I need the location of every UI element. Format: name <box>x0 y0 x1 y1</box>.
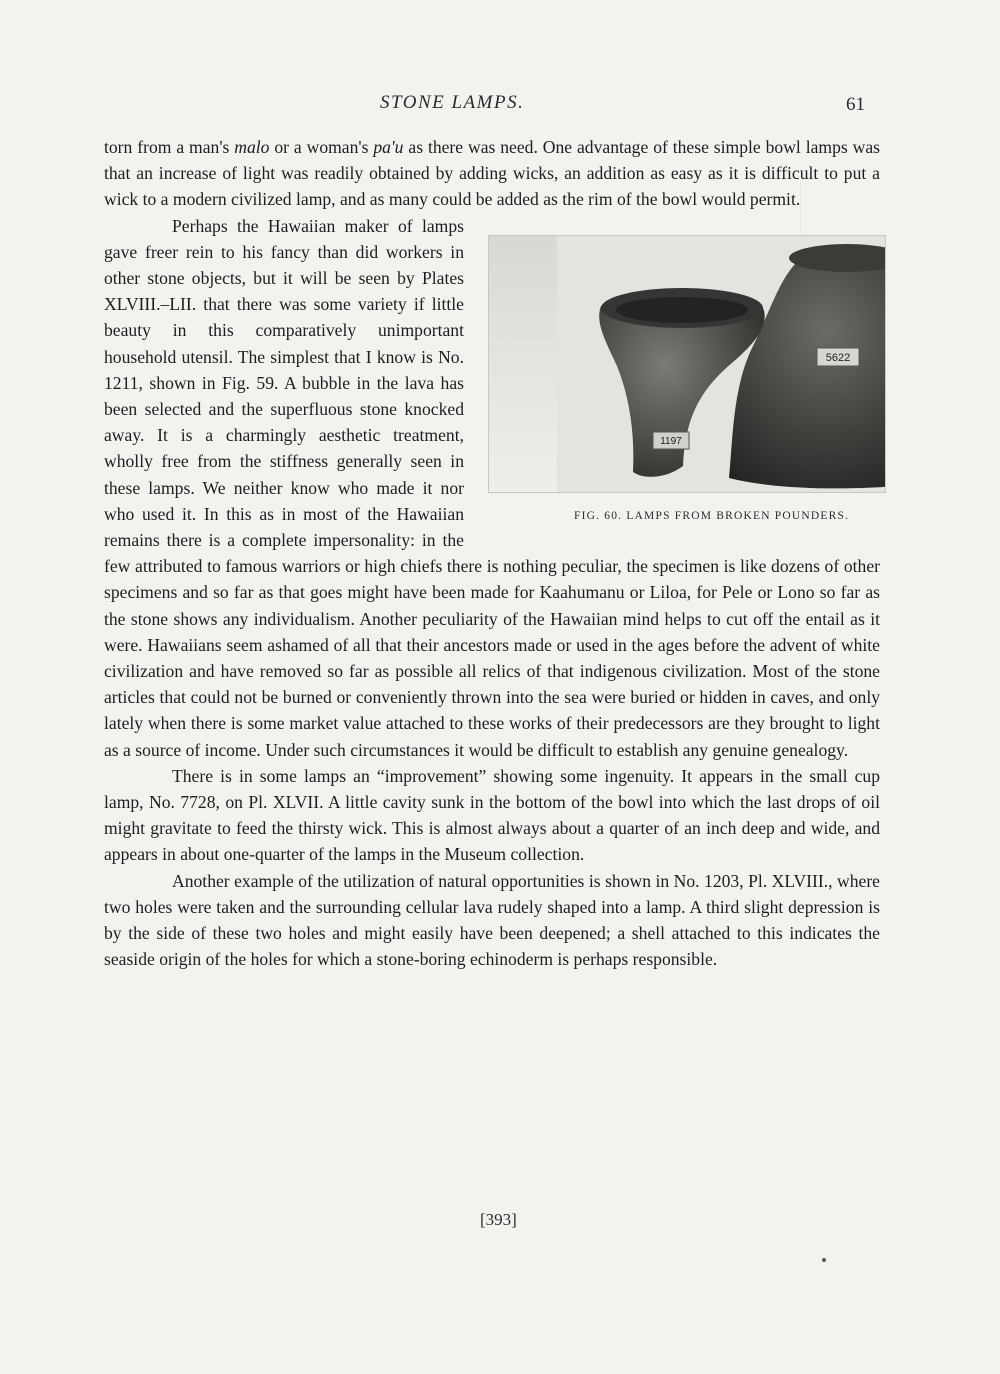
body-text <box>104 134 880 973</box>
paragraph-1 <box>104 134 880 213</box>
print-speck <box>822 1258 826 1262</box>
label-1197: 1197 <box>660 435 682 447</box>
term-malo: malo <box>234 137 270 157</box>
figure-caption: FIG. 60. LAMPS FROM BROKEN POUNDERS. <box>574 509 850 522</box>
page-number: 61 <box>846 94 865 115</box>
footer-page-number: [393] <box>480 1210 517 1229</box>
left-lamp-cavity <box>616 297 748 323</box>
label-5622: 5622 <box>825 351 851 364</box>
paragraph-1-start: torn from a man's <box>104 137 235 157</box>
paragraph-1-end: as there was need. One advantage of these simple bowl lamps was that an increase of light was readily obtained by adding wicks, an addition as easy as it is difficult to put a wick to a modern civilized lamp, and as many could be added as the rim of the bowl would permit. <box>104 137 880 210</box>
paragraph-2-text: Perhaps the Hawaiian maker of lamps gave freer rein to his fancy than did workers in other stone objects, but it will be seen by Plates XLVIII.–LII. that there was some variety if little beauty in this comparatively unimportant household utensil. The simplest that I know is No. 1211, shown in Fig. 59. A bubble in the lava has been selected and the superfluous stone knocked away. It is a charmingly aesthetic treatment, wholly free from the stiffness generally seen in these lamps. We neither know who made it nor who used it. In this as in most of the Hawaiian remains there is a complete impersonality: in the few attributed to famous warriors or high chiefs there is nothing peculiar, the specimen is like dozens of other specimens and so far as that goes might have been made for Kaahumanu or Liloa, for Pele or Lono so far as the stone shows any individualism. Another peculiarity of the Hawaiian mind helps to cut off the entail as it were. Hawaiians seem ashamed of all that their ancestors made or used in the ages before the advent of white civilization and have removed so far as possible all relics of that indigenous civilization. Most of the stone articles that could not be burned or conveniently thrown into the sea were buried or hidden in caves, and only lately when there is some market value attached to these works of their predecessors are they brought to light as a source of income. Under such circumstances it would be difficult to establish any genuine genealogy. <box>104 215 880 760</box>
paragraph-2 <box>104 213 880 763</box>
lamps-illustration <box>557 236 886 492</box>
lamps-photo <box>488 235 886 493</box>
paragraph-4: Another example of the utilization of natural opportunities is shown in No. 1203, Pl. XLVIII., where two holes were taken and the surrounding cellular lava rudely shaped into a lamp. A third slight depression is by the side of these two holes and might easily have been deepened; a shell attached to this indicates the seaside origin of the holes for which a stone-boring echinoderm is perhaps responsible. <box>104 870 880 970</box>
paragraph-1-middle: or a woman's <box>269 137 374 157</box>
paragraph-3: There is in some lamps an “improvement” showing some ingenuity. It appears in the small cup lamp, No. 7728, on Pl. XLVII. A little cavity sunk in the bottom of the bowl into which the last drops of oil might gravitate to feed the thirsty wick. This is almost always about a quarter of an inch deep and wide, and appears in about one-quarter of the lamps in the Museum collection. <box>104 765 880 865</box>
running-title: STONE LAMPS. <box>380 92 525 113</box>
term-pau: pa'u <box>373 137 404 157</box>
figure-60 <box>486 221 884 535</box>
